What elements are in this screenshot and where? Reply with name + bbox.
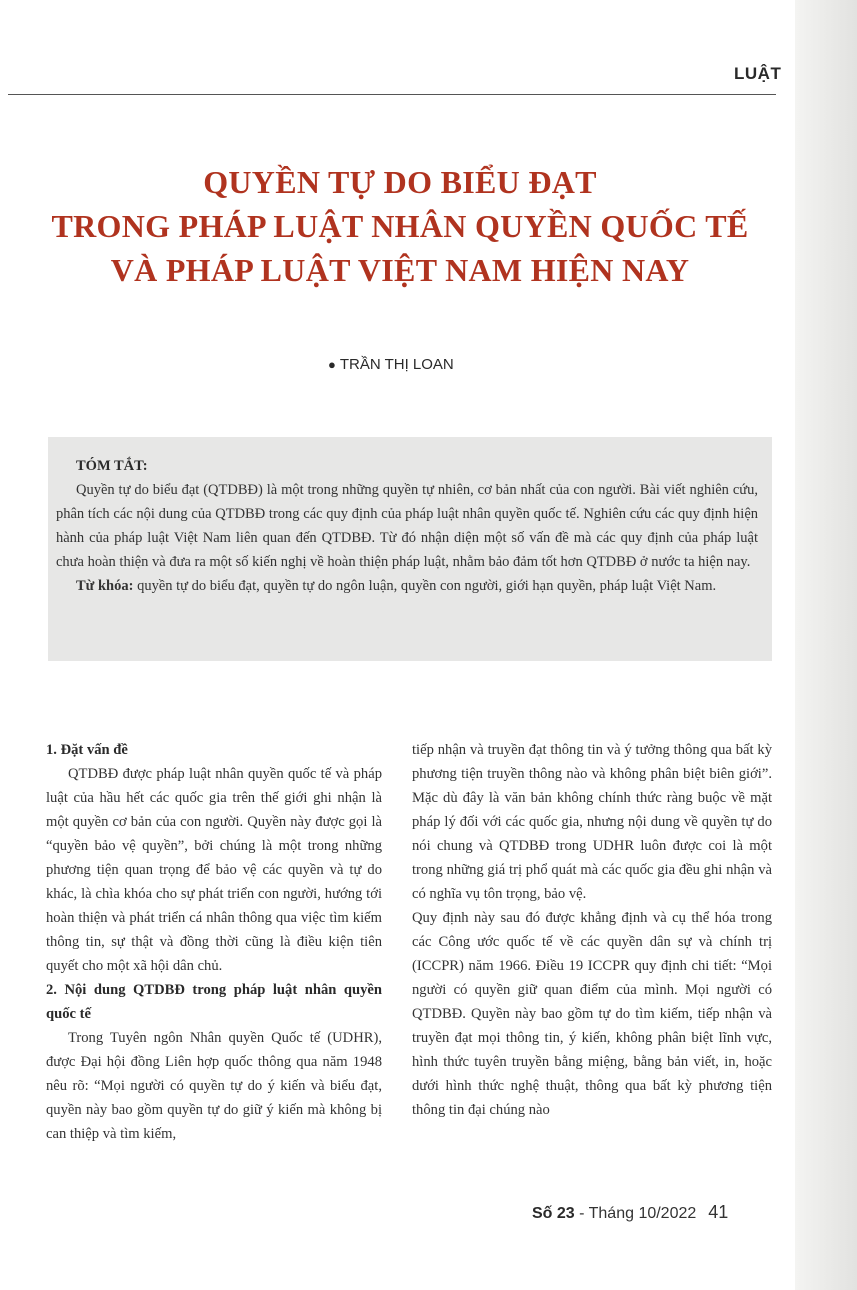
abstract-heading: TÓM TẮT:: [76, 458, 148, 474]
abstract-body: Quyền tự do biểu đạt (QTDBĐ) là một trong những quyền tự nhiên, cơ bản nhất của con người. Bài viết nghiên cứu, phân tích các nội dung của QTDBĐ trong các quy định của pháp luật nhân quyền quốc tế. Nghiên cứu các quy định hiện hành của pháp luật Việt Nam liên quan đến QTDBĐ. Từ đó nhận diện một số vấn đề mà các quy định của pháp luật chưa hoàn thiện và đưa ra một số kiến nghị về hoàn thiện pháp luật, nhằm bảo đảm tốt hơn QTDBĐ ở nước ta hiện nay.: [56, 482, 758, 570]
author-name: TRẦN THỊ LOAN: [339, 356, 454, 373]
keywords-paragraph: [56, 574, 758, 598]
right-paragraph-1: tiếp nhận và truyền đạt thông tin và ý tưởng thông qua bất kỳ phương tiện truyền thông nào và không phân biệt biên giới”. Mặc dù đây là văn bản không chính thức ràng buộc về mặt pháp lý đối với các quốc gia, nhưng nội dung về quyền tự do nói chung và QTDBĐ trong UDHR luôn được coi là một trong những giá trị phổ quát mà các quốc gia đều ghi nhận và có nghĩa vụ tôn trọng, bảo vệ.: [412, 742, 772, 902]
abstract-content: [56, 454, 758, 598]
page-edge-shadow: [795, 0, 857, 1290]
section-2-paragraph: Trong Tuyên ngôn Nhân quyền Quốc tế (UDHR), được Đại hội đồng Liên hợp quốc thông qua năm 1948 nêu rõ: “Mọi người có quyền tự do ý kiến và biểu đạt, quyền này bao gồm quyền tự do giữ ý kiến mà không bị can thiệp và tìm kiếm,: [46, 1030, 382, 1142]
header-rule: [8, 94, 776, 95]
keywords-label: Từ khóa:: [76, 578, 134, 594]
right-column: [412, 738, 772, 1122]
keywords-text: quyền tự do biểu đạt, quyền tự do ngôn luận, quyền con người, giới hạn quyền, pháp luật Việt Nam.: [137, 578, 717, 594]
author-byline: [328, 356, 454, 373]
title-line-2: TRONG PHÁP LUẬT NHÂN QUYỀN QUỐC TẾ: [51, 208, 749, 244]
right-paragraph-2: Quy định này sau đó được khẳng định và cụ thể hóa trong các Công ước quốc tế về các quyền dân sự và chính trị (ICCPR) năm 1966. Điều 19 ICCPR quy định chi tiết: “Mọi người có quyền giữ quan điểm của mình. Mọi người có QTDBĐ. Quyền này bao gồm tự do tìm kiếm, tiếp nhận và truyền đạt mọi thông tin, ý kiến, không phân biệt lĩnh vực, hình thức tuyên truyền bằng miệng, bằng bản viết, in, hoặc dưới hình thức nghệ thuật, thông qua bất kỳ phương tiện thông tin đại chúng nào: [412, 910, 772, 1118]
bullet-icon: ●: [328, 357, 336, 372]
footer-separator: -: [574, 1205, 589, 1222]
title-line-1: QUYỀN TỰ DO BIỂU ĐẠT: [203, 164, 597, 200]
page-number: 41: [708, 1202, 729, 1222]
abstract-box: [48, 437, 772, 661]
article-title: [0, 160, 800, 292]
issue-date: Tháng 10/2022: [588, 1205, 697, 1222]
page-footer: [532, 1202, 728, 1223]
title-line-3: VÀ PHÁP LUẬT VIỆT NAM HIỆN NAY: [110, 252, 690, 288]
issue-number: Số 23: [532, 1205, 575, 1222]
left-column: [46, 738, 382, 1146]
section-2-heading: 2. Nội dung QTDBĐ trong pháp luật nhân quyền quốc tế: [46, 982, 382, 1022]
section-label: LUẬT: [734, 64, 782, 83]
section-1-paragraph: QTDBĐ được pháp luật nhân quyền quốc tế và pháp luật của hầu hết các quốc gia trên thế giới ghi nhận là một quyền cơ bản của con người. Quyền này được gọi là “quyền bảo vệ quyền”, bởi chúng là một trong những phương tiện quan trọng để bảo vệ các quyền và tự do khác, là chìa khóa cho sự phát triển con người, hướng tới hoàn thiện và phát triển cá nhân thông qua việc tìm kiếm thông tin, sự thật và đồng thời cũng là điều kiện tiên quyết cho một xã hội dân chủ.: [46, 766, 382, 974]
section-1-heading: 1. Đặt vấn đề: [46, 742, 128, 758]
